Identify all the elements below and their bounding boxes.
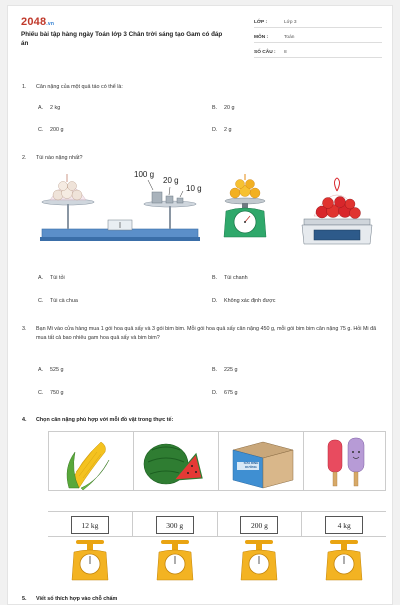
worksheet-header [8, 6, 392, 66]
q4-item-popsicles [304, 432, 388, 490]
weight-100g-icon [152, 192, 162, 203]
milk-box-label: SỮA DINH DƯỠNG [243, 461, 259, 469]
meta-row-count: SỐ CÂU : 8 [254, 47, 382, 58]
scale-icon [217, 536, 301, 584]
q1-option-d[interactable]: D. 2 g [212, 127, 232, 133]
q1-option-a[interactable]: A. 2 kg [38, 105, 61, 111]
q4-item-corn [49, 432, 134, 490]
q3-option-a[interactable]: A. 525 g [38, 367, 64, 373]
meta-row-subject: MÔN : Toán [254, 32, 382, 43]
weight-option-200g[interactable]: 200 g [240, 516, 278, 534]
q3-option-b[interactable]: B. 225 g [212, 367, 238, 373]
q4-item-grid [48, 431, 386, 491]
q4-scales-row [48, 536, 386, 584]
lemon-bag-icon [230, 174, 260, 198]
scale-icon [48, 536, 132, 584]
meta-row-grade: LỚP : Lớp 3 [254, 17, 382, 28]
weight-label-20g: 20 g [163, 176, 179, 185]
digital-scale-tomato-image [300, 176, 374, 246]
popsicle-icon [304, 432, 388, 492]
garlic-bag-icon [50, 174, 86, 200]
site-logo[interactable]: 2048.vn [21, 16, 55, 28]
weight-10g-icon [177, 198, 183, 203]
q2-option-b[interactable]: B. Túi chanh [212, 275, 248, 281]
watermelon-icon [134, 432, 218, 492]
q1-option-b[interactable]: B. 20 g [212, 105, 235, 111]
weight-option-300g[interactable]: 300 g [156, 516, 194, 534]
scale-icon [302, 536, 386, 584]
q1-option-c[interactable]: C. 200 g [38, 127, 64, 133]
worksheet-meta [254, 17, 382, 62]
q2-option-d[interactable]: D. Không xác định được [212, 298, 276, 304]
weight-label-100g: 100 g [134, 170, 155, 179]
scale-icon [133, 536, 217, 584]
weight-option-4kg[interactable]: 4 kg [325, 516, 363, 534]
weight-label-10g: 10 g [186, 184, 202, 193]
weight-option-12kg[interactable]: 12 kg [71, 516, 109, 534]
q2-option-c[interactable]: C. Túi cà chua [38, 298, 78, 304]
weight-20g-icon [166, 196, 173, 203]
dial-scale-lemon-image [220, 171, 270, 241]
q3-option-d[interactable]: D. 675 g [212, 390, 238, 396]
q4-item-watermelon [134, 432, 219, 490]
q4-weight-labels [48, 511, 386, 537]
q2-option-a[interactable]: A. Túi tỏi [38, 275, 65, 281]
q4-item-milk-box [219, 432, 304, 490]
tomato-bag-icon [314, 178, 361, 219]
worksheet-title: Phiếu bài tập hàng ngày Toán lớp 3 Chân trời sáng tạo Gam có đáp án [21, 31, 223, 47]
corn-icon [49, 432, 133, 492]
worksheet-page: 2048.vn Phiếu bài tập hàng ngày Toán lớp 3 Chân trời sáng tạo Gam có đáp án LỚP : Lớp 3 MÔN : Toán SỐ CÂU : 8 1. Cân nặng của một quả táo có thể là: A. 2 kg B. 20 g C. 200 g D. 2 g 2. Túi nào nặng nhất? 100 g 20 g 10 g A. Túi tỏi B. Túi chanh C. Túi cà chua D. Không xác định được 3. Bạn Mi vào cửa hàng mua 1 gói hoa quả sấy và 3 gói bim bim. Mỗi gói hoa quả sấy cân nặng 450 g, mỗi gói bim bim cân nặng 75 g. Hỏi Mi đã mua tất cả bao nhiêu gam hoa quả sấy và bim bim? A. 525 g B. 225 g C. 750 g D. 675 g 4. Chọn cân nặng phù hợp với mỗi đồ vật trong thực tế: SỮA DINH DƯỠNG 12 kg 300 g 200 g 4 kg 5. Viết số thích hợp vào chỗ chấm [7, 5, 393, 605]
q3-option-c[interactable]: C. 750 g [38, 390, 64, 396]
